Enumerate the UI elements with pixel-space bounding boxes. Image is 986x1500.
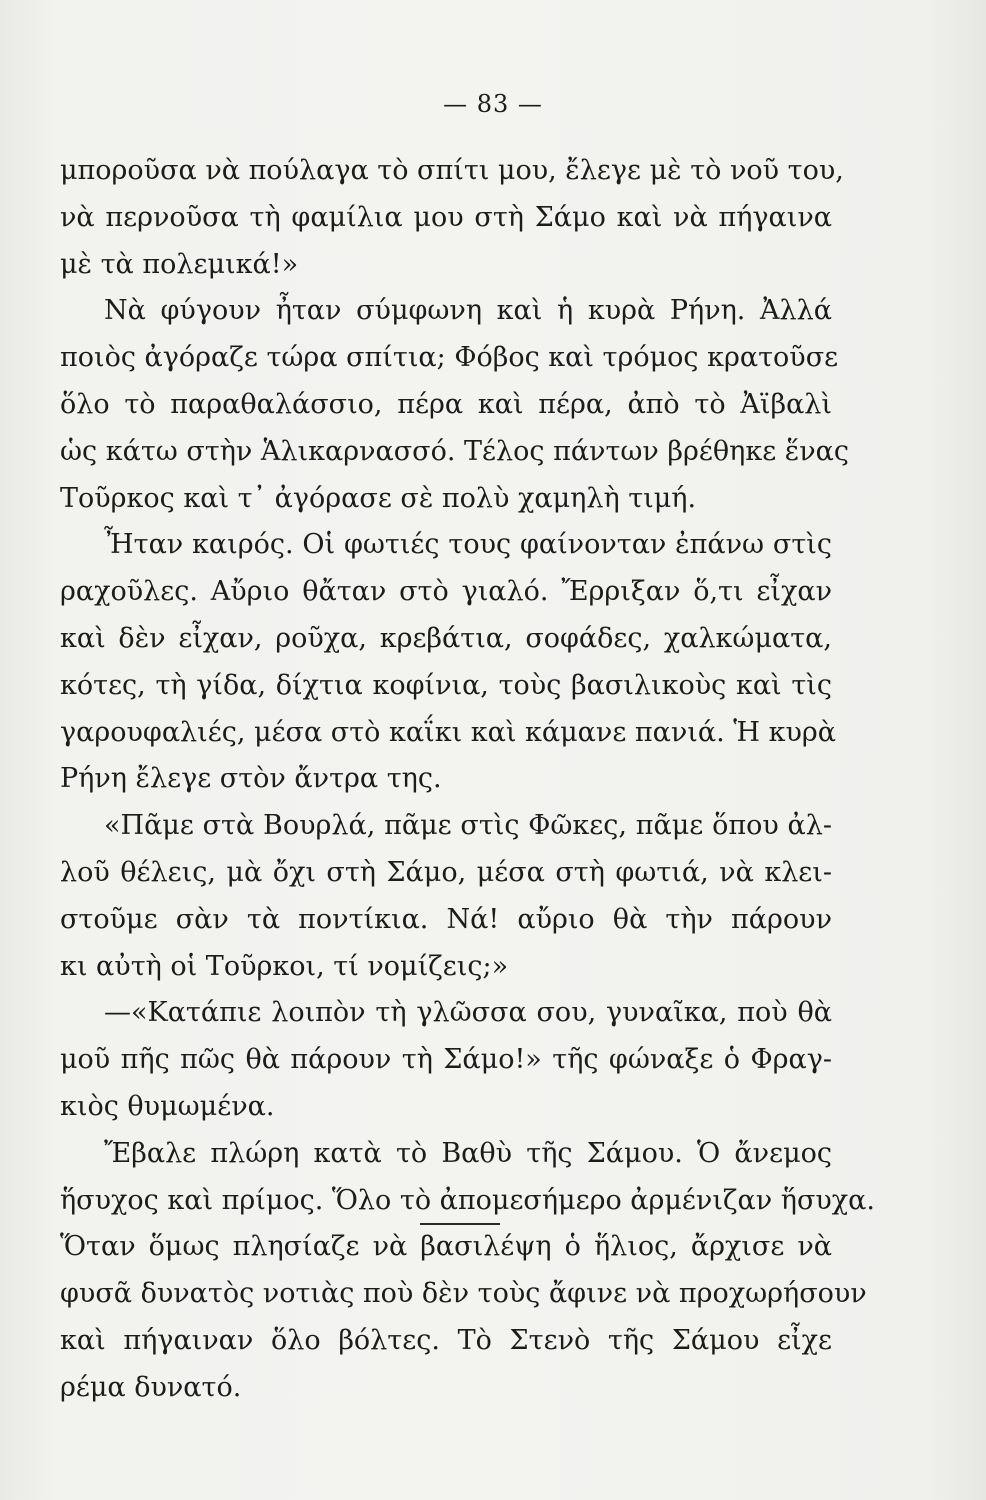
text-line: Ὅταν ὅμως πλησίαζε νὰ βασιλέψη ὁ ἥλιος, ἄρχισε νὰ (60, 1231, 832, 1263)
section-rule (420, 1223, 500, 1225)
text-line: Ἦταν καιρός. Οἱ φωτιές τους φαίνονταν ἐπάνω στὶς (104, 529, 832, 561)
body-text (60, 148, 875, 1412)
text-line: στοῦμε σὰν τὰ ποντίκια. Νά! αὔριο θὰ τὴν πάρουν (60, 903, 832, 935)
text-line: νὰ περνοῦσα τὴ φαμίλια μου στὴ Σάμο καὶ νὰ πήγαινα (60, 201, 832, 233)
text-line: λοῦ θέλεις, μὰ ὄχι στὴ Σάμο, μέσα στὴ φωτιά, νὰ κλει- (60, 856, 832, 888)
text-line: μποροῦσα νὰ πούλαγα τὸ σπίτι μου, ἔλεγε μὲ τὸ νοῦ του, (60, 155, 844, 186)
text-line: —«Κατάπιε λοιπὸν τὴ γλῶσσα σου, γυναῖκα, ποὺ θὰ (104, 997, 832, 1029)
text-line: ρέμα δυνατό. (60, 1371, 242, 1403)
text-line: ἥσυχος καὶ πρίμος. Ὅλο τὸ ἀπομεσήμερο ἀρμένιζαν ἥσυχα. (60, 1184, 875, 1216)
text-line: Ρήνη ἔλεγε στὸν ἄντρα της. (60, 763, 442, 795)
text-line: κότες, τὴ γίδα, δίχτια κοφίνια, τοὺς βασιλικοὺς καὶ τὶς (60, 669, 832, 701)
text-line: Ἔβαλε πλώρη κατὰ τὸ Βαθὺ τῆς Σάμου. Ὁ ἄνεμος (104, 1137, 832, 1169)
text-line: ὡς κάτω στὴν Ἁλικαρνασσό. Τέλος πάντων βρέθηκε ἕνας (60, 435, 850, 467)
text-line: Νὰ φύγουν ἦταν σύμφωνη καὶ ἡ κυρὰ Ρήνη. Ἀλλά (104, 295, 832, 327)
text-line: μὲ τὰ πολεμικά!» (60, 248, 299, 280)
text-line: κιὸς θυμωμένα. (60, 1090, 275, 1122)
text-line: ποιὸς ἀγόραζε τώρα σπίτια; Φόβος καὶ τρόμος κρατοῦσε (60, 342, 839, 374)
text-line: κι αὐτὴ οἱ Τοῦρκοι, τί νομίζεις;» (60, 950, 509, 982)
text-line: καὶ πήγαιναν ὅλο βόλτες. Τὸ Στενὸ τῆς Σάμου εἶχε (60, 1324, 832, 1356)
text-line: «Πᾶμε στὰ Βουρλά, πᾶμε στὶς Φῶκες, πᾶμε ὅπου ἀλ- (104, 810, 832, 842)
text-line: γαρουφαλιές, μέσα στὸ καΐκι καὶ κάμανε πανιά. Ἡ κυρὰ (60, 716, 837, 748)
text-line: καὶ δὲν εἶχαν, ροῦχα, κρεβάτια, σοφάδες, χαλκώματα, (60, 622, 832, 654)
text-line: Τοῦρκος καὶ τ᾽ ἀγόρασε σὲ πολὺ χαμηλὴ τιμή. (60, 482, 697, 514)
text-line: ραχοῦλες. Αὔριο θἄταν στὸ γιαλό. Ἔρριξαν ὅ,τι εἶχαν (60, 576, 832, 608)
text-line: μοῦ πῆς πῶς θὰ πάρουν τὴ Σάμο!» τῆς φώναξε ὁ Φραγ- (60, 1044, 832, 1076)
text-line: φυσᾶ δυνατὸς νοτιὰς ποὺ δὲν τοὺς ἄφινε νὰ προχωρήσουν (60, 1278, 867, 1310)
text-line: ὅλο τὸ παραθαλάσσιο, πέρα καὶ πέρα, ἀπὸ τὸ Ἀϊβαλὶ (60, 388, 832, 420)
page-number: — 83 — (443, 90, 543, 118)
